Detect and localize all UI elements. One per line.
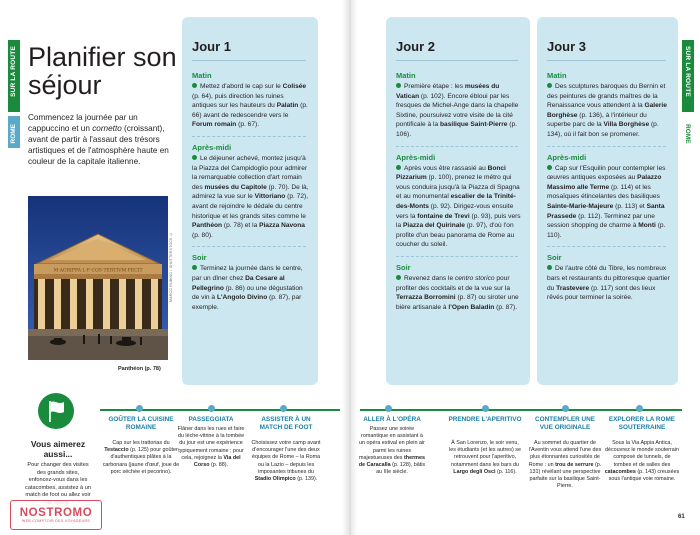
day-2-title: Jour 2	[396, 39, 518, 61]
text-run: (p. 128), bâtis au IIIe siècle.	[376, 462, 426, 476]
stamp-subtitle: WEB COMPTOIR DES VOYAGEURS	[21, 519, 91, 523]
text-run: (p. 78) et la	[222, 222, 260, 230]
city-tab-left-label: ROME	[10, 124, 17, 144]
text-run: (p. 92). Dirigez-vous ensuite vers la	[396, 202, 514, 220]
bullet-icon	[192, 83, 197, 88]
bold-text: Terrazza Borromini	[396, 294, 456, 302]
timeline-title-3: ASSISTER À UN MATCH DE FOOT	[259, 416, 313, 431]
intro-text-end: (croissant), avant de partir à l'assaut des trésors artistiques et de l'atmosphère haute en couleur de la capitale italienne.	[28, 124, 169, 166]
timeline-text-3	[250, 440, 322, 483]
day-1-morning-text	[192, 82, 310, 130]
text-run: Cap sur l'Esquilin pour contempler les œuvres antiques exposées au	[547, 164, 666, 182]
photo-caption: Panthéon (p. 78)	[118, 366, 161, 372]
bold-text: thermes de Caracalla	[358, 454, 425, 469]
photo-credit: MARCO RUBINO / SHUTTERSTOCK ©	[169, 232, 173, 302]
text-run: (p. 112). Terminez par une session shopping de charme à	[547, 212, 655, 230]
separator	[547, 146, 666, 147]
pantheon-photo	[28, 196, 168, 360]
intro-text-start: Commencez la journée par un cappuccino et un	[28, 113, 138, 133]
text-run: Revenez dans le	[404, 274, 455, 282]
bold-text: Via del Corso	[193, 454, 241, 469]
timeline-text-5	[448, 440, 522, 476]
bold-text: Bonci Pizzarium	[396, 164, 506, 182]
day-2-evening-label: Soir	[396, 262, 411, 272]
text-run: (p. 67).	[236, 121, 260, 129]
separator	[547, 246, 666, 247]
text-run: (p. 100), prenez le métro qui vous conduira jusqu'à la Piazza di Spagna et au monumental	[396, 174, 520, 201]
day-3-evening-label: Soir	[547, 253, 562, 263]
photo-inscription: M·AGRIPPA·L·F·COS·TERTIVM·FECIT	[53, 268, 143, 274]
bold-text: trou de serrure	[555, 461, 594, 468]
text-run: (p. 86) ou une dégustation de vin à	[192, 284, 303, 302]
text-run: (p. 80).	[192, 231, 213, 239]
italic-text: centro storico	[454, 274, 495, 282]
text-run: (p. 117) sont des lieux rêvés pour terminer la soirée.	[547, 284, 656, 302]
bold-text: Vittoriano	[254, 193, 286, 201]
flag-badge	[38, 393, 74, 429]
day-3-afternoon-text	[547, 164, 670, 241]
stamp-name: NOSTROMO	[19, 507, 93, 519]
text-run: (p. 143) creusées sous l'antique voie romaine.	[608, 468, 680, 483]
bold-text: Largo degli Osci	[453, 468, 496, 475]
timeline-marker	[562, 405, 569, 412]
day-1-title: Jour 1	[192, 39, 306, 61]
separator	[192, 246, 306, 247]
bold-text: musées du Vatican	[396, 83, 500, 100]
bold-text: Sainte-Marie-Majeure	[547, 202, 614, 210]
text-run: (p. 87) ou siroter une bière artisanale à	[396, 294, 519, 311]
text-run: (p. 134), où il fait bon se promener.	[547, 121, 659, 138]
text-run: Des sculptures baroques du Bernin et des peintures de grands maîtres de la Renaissance vous attendent à la	[547, 83, 666, 110]
text-run: Choisissez votre camp avant d'encourager l'une des deux équipes de Rome – la Roma ou la Lazio – depuis les imposantes tribunes du	[251, 440, 321, 475]
separator	[396, 146, 518, 147]
section-tab-left-label: SUR LA ROUTE	[10, 46, 17, 97]
bold-text: Villa Borghèse	[603, 121, 650, 129]
text-run: (p. 87), par exemple.	[192, 294, 302, 311]
aside-title: Vous aimerez aussi...	[30, 439, 86, 459]
bold-text: Piazza Navona	[259, 222, 305, 230]
bold-text: musées du Capitole	[204, 183, 267, 191]
timeline-marker	[208, 405, 215, 412]
day-3-morning-label: Matin	[547, 71, 567, 80]
timeline-marker	[136, 405, 143, 412]
bold-text: Stadio Olimpico	[254, 476, 296, 483]
timeline-line-right	[360, 409, 682, 411]
bold-text: catacombes	[604, 468, 636, 475]
bold-text: Palatin	[276, 102, 299, 110]
text-run: (p. 116).	[495, 468, 517, 475]
bold-text: Palazzo Massimo alle Terme	[547, 174, 662, 191]
text-run: Le déjeuner achevé, montez jusqu'à la Piazza del Campidoglio pour admirer la remarquable collection d'art romain des	[192, 154, 308, 191]
bold-text: Monti	[638, 222, 656, 230]
text-run: (p. 139).	[295, 476, 318, 483]
text-run: Au sommet du quartier de l'Aventin vous attend l'une des plus étonnantes curiosités de Rome : un	[528, 440, 602, 468]
intro-text-italic: cornetto	[92, 124, 122, 133]
timeline-title-1: GOÛTER LA CUISINE ROMAINE	[108, 416, 174, 431]
timeline-title-7: EXPLORER LA ROME SOUTERRAINE	[608, 416, 676, 431]
bold-text: Trastevere	[556, 284, 590, 292]
text-run: (p. 88).	[209, 462, 229, 469]
timeline-title-2: PASSEGGIATA	[188, 416, 234, 423]
day-3-box	[537, 17, 678, 385]
separator	[192, 136, 306, 137]
text-run: (p. 70). De là, admirez la vue sur le	[192, 183, 309, 201]
text-run: Cap sur les trattorias du	[112, 440, 170, 446]
day-3-title: Jour 3	[547, 39, 666, 61]
day-1-afternoon-label: Après-midi	[192, 142, 232, 152]
text-run: (p. 93), puis vers la	[396, 212, 521, 230]
text-run: (p. 97), d'où l'on profite d'un beau panorama de Rome au coucher du soleil.	[396, 222, 515, 249]
text-run: (p. 114) et les mosaïques étincelantes des basiliques	[547, 183, 660, 201]
text-run: De l'autre côté du Tibre, les nombreux bars et restaurants du pittoresque quartier du	[547, 265, 670, 292]
city-tab-right-label: ROME	[684, 124, 691, 144]
timeline-marker	[280, 405, 287, 412]
day-3-evening-text	[547, 264, 670, 302]
bold-text: Piazza del Quirinale	[402, 222, 465, 230]
page-title: Planifier son séjour	[28, 42, 177, 100]
text-run: Après vous être rassasié au	[404, 164, 488, 172]
nostromo-stamp	[10, 500, 102, 530]
bold-text: basilique Saint-Pierre	[440, 121, 508, 129]
flag-icon	[38, 393, 74, 429]
text-run: (p. 66) avant de redescendre vers le	[192, 102, 308, 119]
timeline-marker	[385, 405, 392, 412]
day-1-evening-text	[192, 264, 310, 312]
day-2-morning-label: Matin	[396, 71, 416, 80]
bold-text: l'Open Baladin	[448, 303, 495, 311]
text-run: (p. 64), puis direction les ruines antiques sur les hauteurs du	[192, 92, 284, 110]
bold-text: fontaine de Trevi	[417, 212, 470, 220]
bullet-icon	[547, 83, 552, 88]
day-2-evening-text	[396, 274, 522, 312]
text-run: (p. 87).	[494, 303, 518, 311]
bold-text: escalier de la Trinité-des-Monts	[396, 193, 516, 210]
text-run: (p. 102). Encore ébloui par les fresques de Michel-Ange dans la chapelle Sixtine, poursuivez votre visite de la cité pontificale à la	[396, 92, 519, 129]
text-run: (p. 136), à l'intérieur du superbe parc de la	[547, 111, 647, 129]
timeline-text-7	[604, 440, 680, 483]
text-run: Sous la Via Appia Antica, découvrez le monde souterrain composé de tunnels, de tombes et de salles des	[604, 440, 679, 468]
bold-text: Testaccio	[104, 447, 129, 454]
text-run: (p. 110).	[547, 222, 666, 239]
text-run: (p. 131) révélant une perspective parfaite sur la basilique Saint-Pierre.	[529, 461, 602, 490]
timeline-text-1	[102, 440, 180, 476]
timeline-text-2	[176, 426, 246, 469]
bullet-icon	[396, 165, 401, 170]
bullet-icon	[396, 275, 401, 280]
intro-paragraph	[28, 112, 178, 167]
bold-text: Galerie Borghèse	[547, 102, 667, 119]
day-2-box	[386, 17, 530, 385]
separator	[396, 256, 518, 257]
bold-text: Da Cesare al Pellegrino	[192, 274, 285, 292]
text-run: Flâner dans les rues et faire du lèche-vitrine à la tombée du jour est une expérience typiquement romaine ; pour cela, rejoignez la	[177, 426, 245, 461]
text-run: (p. 113) et	[613, 202, 647, 210]
day-1-evening-label: Soir	[192, 253, 207, 263]
text-run: Terminez la journée dans le centre, par un dîner chez	[192, 265, 303, 282]
bold-text: Panthéon	[192, 222, 223, 230]
timeline-text-6	[528, 440, 602, 490]
timeline-text-4	[358, 426, 426, 476]
bullet-icon	[192, 155, 197, 160]
bold-text: Colisée	[282, 83, 307, 90]
page-number: 61	[678, 514, 685, 520]
text-run: À San Lorenzo, le soir venu, les étudiants (et les autres) se retrouvent pour l'aperitivo, notamment dans les bars du	[449, 440, 521, 468]
text-run: Mettez d'abord le cap sur le	[200, 83, 283, 90]
timeline-marker	[482, 405, 489, 412]
bullet-icon	[396, 83, 401, 88]
timeline-title-6: CONTEMPLER UNE VUE ORIGINALE	[534, 416, 595, 431]
text-run: pour profiter des cocktails et de la vue sur la	[396, 274, 510, 292]
day-1-afternoon-text	[192, 154, 310, 240]
bullet-icon	[547, 265, 552, 270]
aside-text: Pour changer des visites des grands sites, enfoncez-vous dans les catacombes, assistez à un match de foot ou allez voir	[25, 462, 91, 499]
day-2-afternoon-text	[396, 164, 522, 250]
text-run: (p. 106).	[396, 121, 517, 138]
bullet-icon	[547, 165, 552, 170]
day-3-morning-text	[547, 82, 670, 140]
bullet-icon	[192, 265, 197, 270]
text-run: Passez une soirée romantique en assistant à un opéra estival en plein air parmi les ruines majestueuses des	[359, 426, 425, 461]
page-gutter	[342, 0, 358, 535]
day-2-afternoon-label: Après-midi	[396, 152, 436, 162]
bold-text: Santa Prassede	[547, 202, 665, 220]
text-run: Première étape : les	[404, 83, 465, 90]
day-1-box	[182, 17, 318, 385]
text-run: (p. 125) pour goûter d'authentiques plâtes à la carbonara (jaune d'œuf, joue de porc séchée et pecorino).	[102, 447, 180, 475]
bold-text: Forum romain	[192, 121, 237, 129]
text-run: (p. 72), avant de rejoindre le dédale du centre historique et les grands sites comme le	[192, 193, 309, 220]
timeline-marker	[636, 405, 643, 412]
day-3-afternoon-label: Après-midi	[547, 152, 587, 162]
day-2-morning-text	[396, 82, 522, 140]
day-1-morning-label: Matin	[192, 71, 212, 80]
timeline-title-5: PRENDRE L'APERITIVO	[448, 416, 522, 423]
section-tab-right-label: SUR LA ROUTE	[684, 46, 691, 97]
bold-text: L'Angolo Divino	[216, 294, 268, 302]
timeline-title-4: ALLER À L'OPÉRA	[363, 416, 421, 423]
